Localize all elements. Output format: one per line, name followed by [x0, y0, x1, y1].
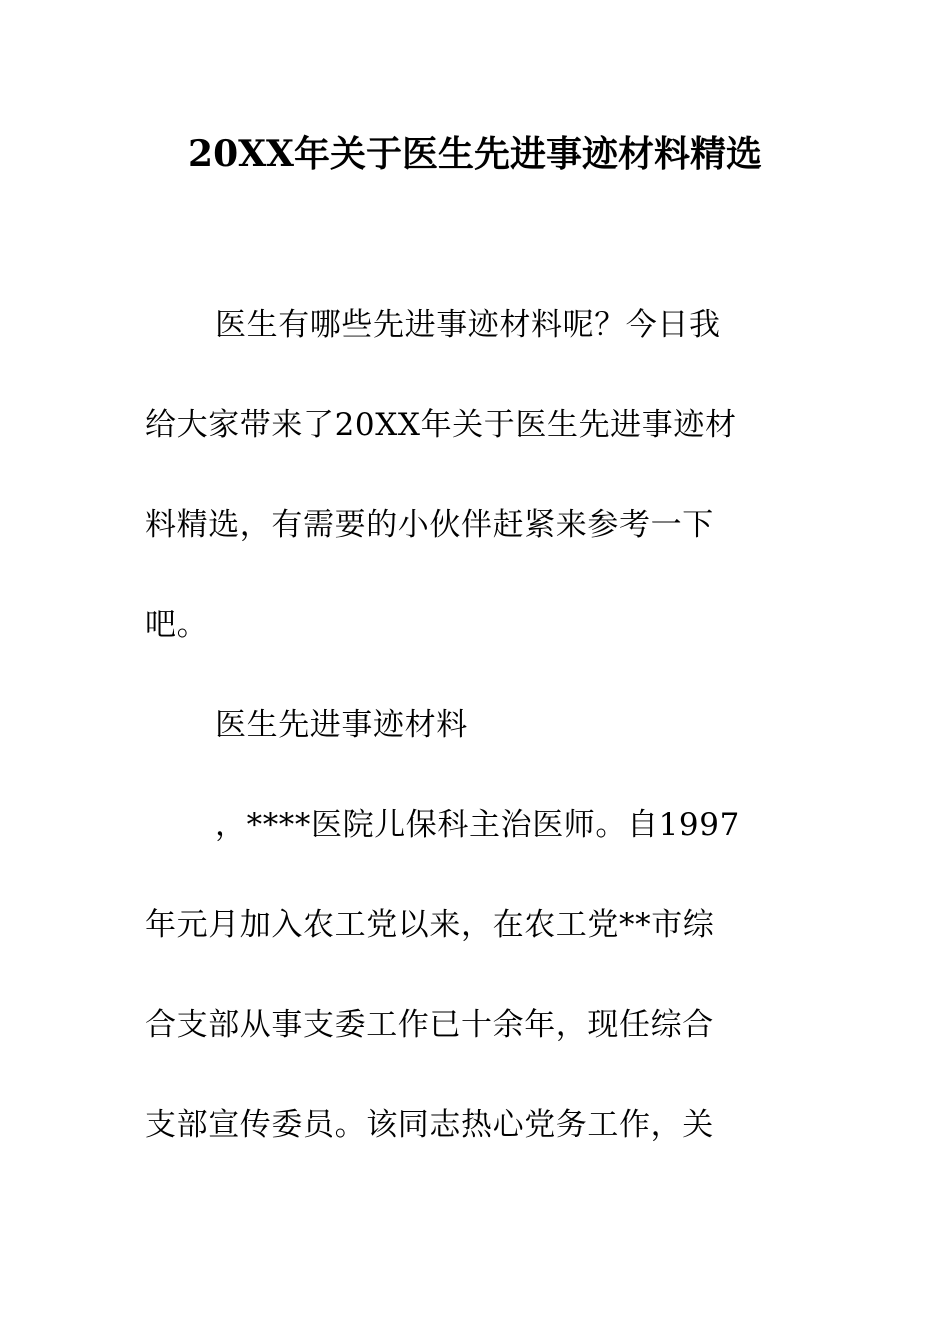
document-title: 20XX年关于医生先进事迹材料精选 — [188, 133, 762, 175]
paragraph-line: 料精选，有需要的小伙伴赶紧来参考一下 — [145, 507, 714, 543]
paragraph-line: 年元月加入农工党以来，在农工党**市综 — [145, 907, 715, 943]
paragraph-line: 给大家带来了20XX年关于医生先进事迹材 — [145, 407, 737, 443]
paragraph-line: ，****医院儿保科主治医师。自1997 — [215, 807, 740, 843]
paragraph-line: 支部宣传委员。该同志热心党务工作，关 — [145, 1107, 714, 1143]
section-heading: 医生先进事迹材料 — [215, 707, 468, 743]
paragraph-line: 合支部从事支委工作已十余年，现任综合 — [145, 1007, 714, 1043]
paragraph-line: 吧。 — [145, 607, 209, 643]
paragraph-line: 医生有哪些先进事迹材料呢？今日我 — [215, 307, 721, 343]
